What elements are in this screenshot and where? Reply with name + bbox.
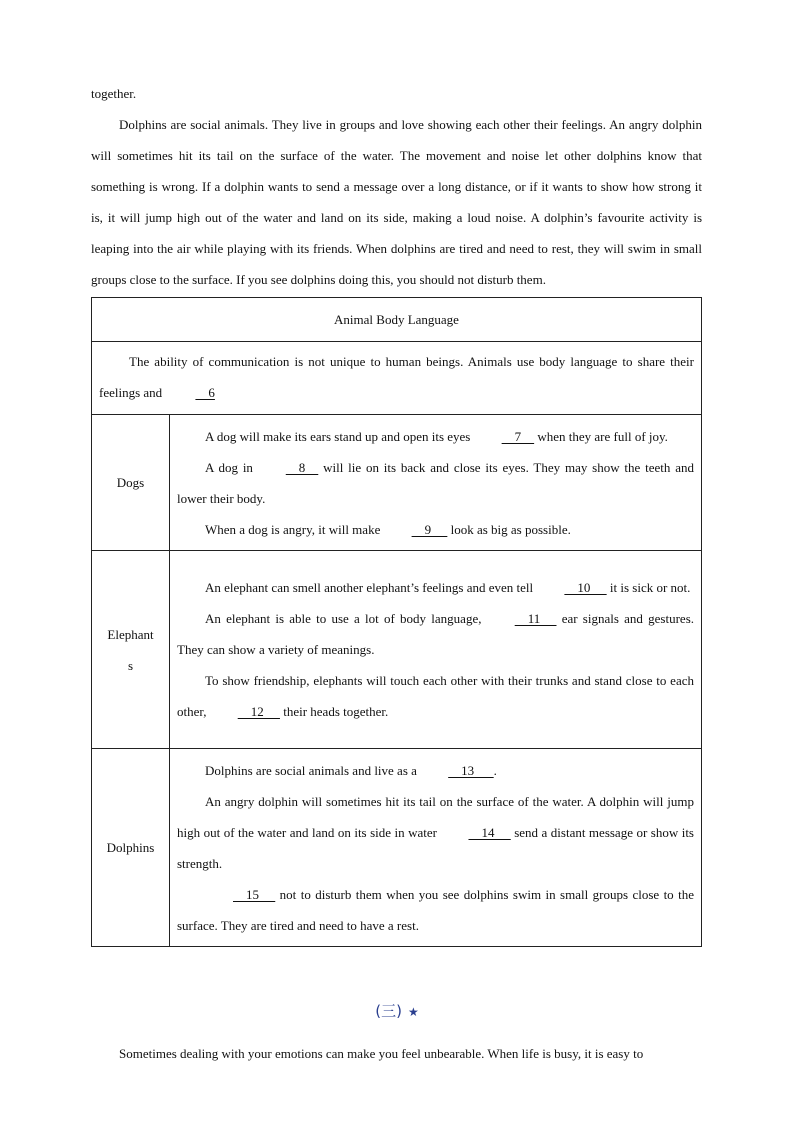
next-passage-text: Sometimes dealing with your emotions can make you feel unbearable. When life is busy, it is easy to: [119, 1046, 644, 1061]
dogs-content: A dog will make its ears stand up and open its eyes 7 when they are full of joy. A dog in 8 will lie on its back and close its eyes. They may show the teeth and lower their body. When a dog is angry, it will make 9 look as big as possible.: [170, 415, 702, 551]
section-number: (三): [375, 1002, 402, 1020]
table-intro: [92, 342, 702, 415]
blank-6[interactable]: 6: [195, 385, 215, 400]
animal-body-language-table: [91, 297, 702, 947]
next-passage: [91, 1038, 702, 1069]
blank-8[interactable]: 8: [285, 459, 319, 475]
row-label-elephants: Elephant s: [92, 551, 170, 749]
row-label-dogs: Dogs: [92, 415, 170, 551]
star-icon: ★: [407, 1004, 419, 1019]
dolphins-content: Dolphins are social animals and live as a 13 . An angry dolphin will sometimes hit its tail on the surface of the water. A dolphin will jump high out of the water and land on its side in water 14 send a distant message or show its strength. 15 not to disturb them when you see dolphins swim in small groups close to the surface. They are tired and need to have a rest.: [170, 749, 702, 947]
blank-10[interactable]: 10: [564, 580, 607, 595]
dolphin-paragraph: Dolphins are social animals. They live in groups and love showing each other their feelings. An angry dolphin will sometimes hit its tail on the surface of the water. The movement and noise let other dolphins know that something is wrong. If a dolphin wants to send a message over a long distance, or if it wants to show how strong it is, it will jump high out of the water and land on its side, making a loud noise. A dolphin’s favourite activity is leaping into the air while playing with its friends. When dolphins are tired and need to rest, they will swim in small groups close to the surface. If you see dolphins doing this, you should not disturb them.: [91, 117, 702, 287]
document-body: [91, 78, 702, 947]
table-title: Animal Body Language: [92, 298, 702, 342]
blank-9[interactable]: 9: [411, 521, 448, 537]
blank-14[interactable]: 14: [468, 824, 511, 840]
section-heading: [0, 1000, 794, 1021]
row-label-dolphins: Dolphins: [92, 749, 170, 947]
blank-15[interactable]: 15: [233, 886, 276, 902]
intro-text: The ability of communication is not unique to human beings. Animals use body language to share their feelings and: [99, 354, 694, 400]
blank-7[interactable]: 7: [501, 428, 535, 444]
elephants-content: An elephant can smell another elephant’s feelings and even tell 10 it is sick or not. An elephant is able to use a lot of body language, 11 ear signals and gestures. They can show a variety of meanings. To show friendship, elephants will touch each other with their trunks and stand close to each other, 12 their heads together.: [170, 551, 702, 749]
blank-13[interactable]: 13: [448, 762, 494, 778]
blank-12[interactable]: 12: [237, 704, 280, 719]
continuation-text: together.: [91, 86, 137, 101]
blank-11[interactable]: 11: [514, 611, 557, 626]
